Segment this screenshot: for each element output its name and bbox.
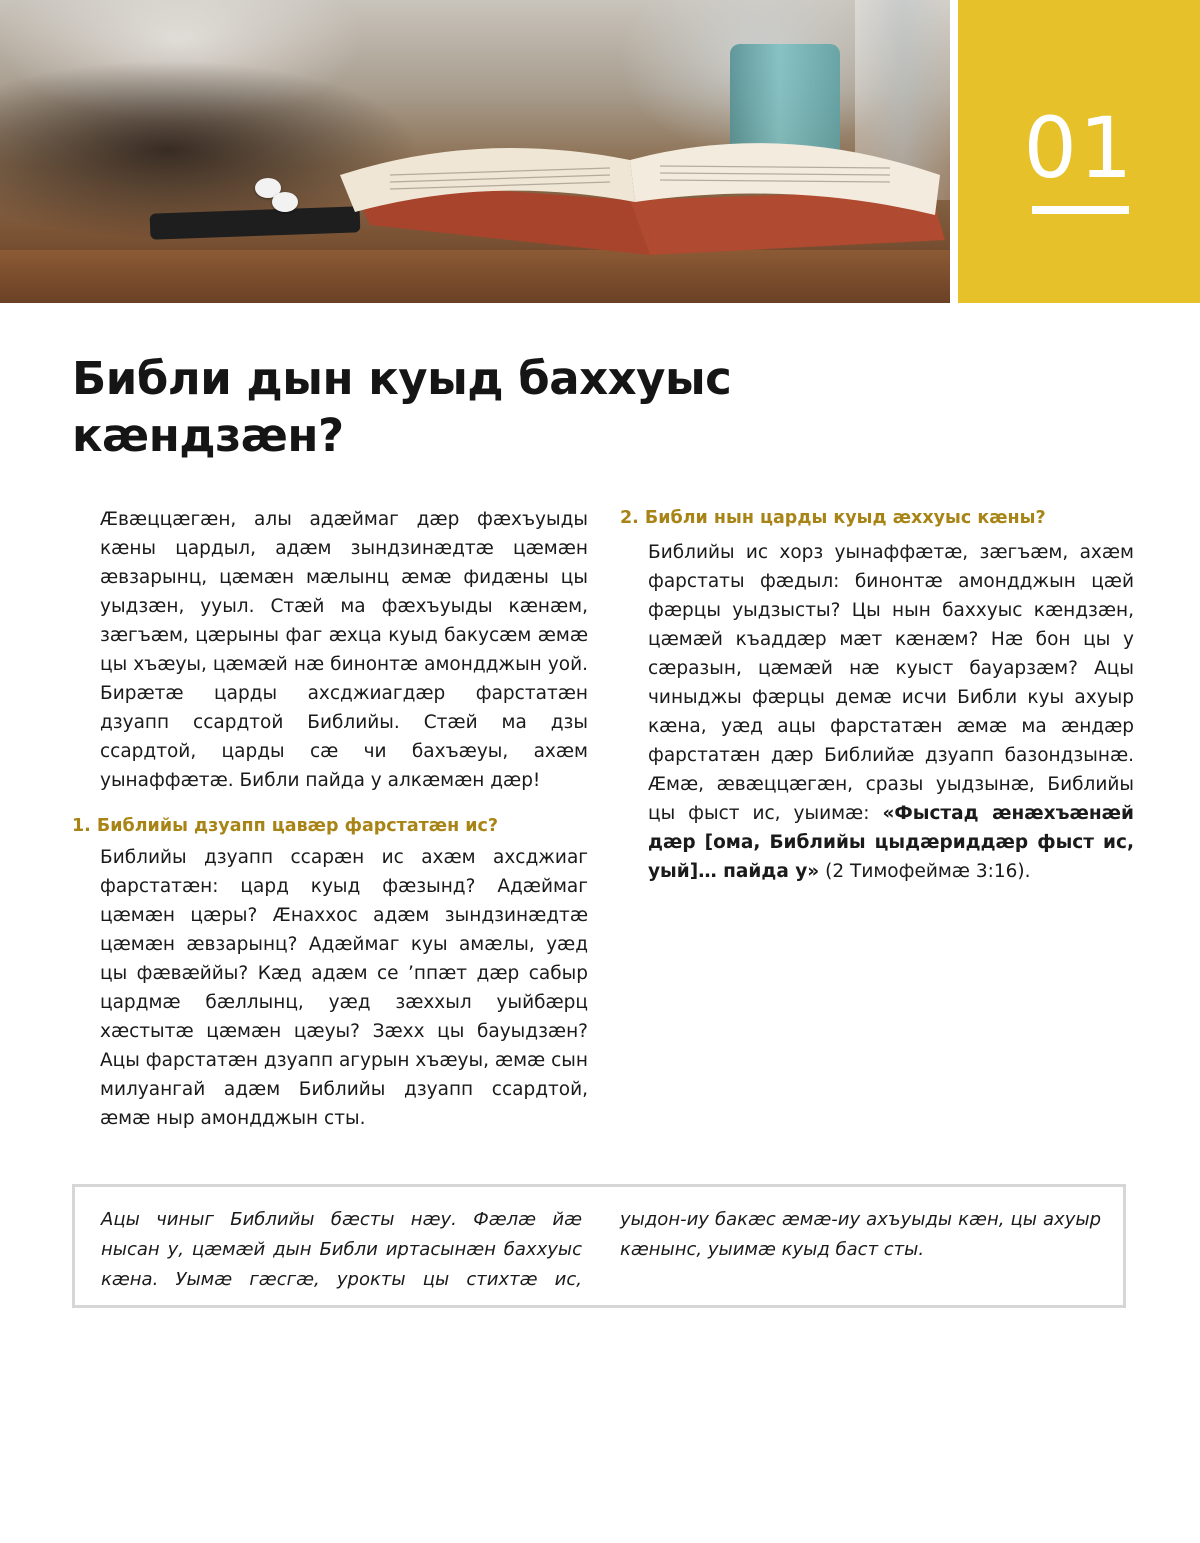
scripture-citation: (2 Тимофеймæ 3:16).	[825, 861, 1031, 882]
section-2-body: Библийы ис хорз уынаффæтæ, зæгъæм, ахæм фарстаты фæдыл: бинонтæ амондджын цæй фæрцы уыдзысты? Цы нын баххуыс кæндзæн, цæмæй къаддæр мæт кæнæм? Нæ бон цы у сæразын, цæмæй нæ куыст бауарзæм? Ацы чиныджы фæрцы демæ исчи Библи куы ахуыр кæна, уæд ацы фарстатæн æмæ ма æндæр фарстатæн дæр Библийæ дзуапп базондзынæ. Æмæ, æвæццæгæн, сразы уыдзынæ, Библийы цы фыст ис, уыимæ:	[648, 542, 1134, 824]
section-2-heading: 2. Библи нын царды куыд æххуыс кæны?	[620, 508, 1046, 528]
section-1-text: Библийы дзуапп ссарæн ис ахæм ахсджиаг фарстатæн: цард куыд фæзынд? Адæймаг цæмæн цæры? Æнаххос адæм зындзинæдтæ цæмæн æвзарынц? Адæймаг куы амæлы, уæд цы фæвæййы? Кæд адæм се ’ппæт дæр сабыр цардмæ бæллынц, уæд зæххыл уыйбæрц хæстытæ цæмæн цæуы? Зæхх цы бауыдзæн? Ацы фарстатæн дзуапп агурын хъæуы, æмæ сын милуангай адæм Библийы дзуапп ссардтой, æмæ ныр амондджын сты.	[100, 847, 588, 1129]
scripture-quote: «Фыстад æнæхъæнæй дæр [ома, Библийы цыдæриддæр фыст ис, уый]… пайда у»	[648, 803, 1134, 882]
section-2-text	[620, 538, 1134, 886]
intro-paragraph: Æвæццæгæн, алы адæймаг дæр фæхъуыды кæны цардыл, адæм зындзинæдтæ цæмæн æвзарынц, цæмæн мæлынц æмæ фидæны цы уыдзæн, ууыл. Стæй ма фæхъуыды кæнæм, зæгъæм, цæрыны фаг æхца куыд бакусæм æмæ цы хъæуы, цæмæй нæ бинонтæ амондджын уой. Бирæтæ царды ахсджиагдæр фарстатæн дзуапп ссардтой Библийы. Стæй ма дзы ссардтой, царды сæ чи бахъæуы, ахæм уынаффæтæ. Библи пайда у алкæмæн дæр!	[100, 509, 588, 791]
page-title: Библи дын куыд баххуыс кæндзæн?	[72, 352, 732, 462]
note-box	[72, 1184, 1126, 1308]
note-text: Ацы чиныг Библийы бæсты нæу. Фæлæ йæ нысан у, цæмæй дын Библи иртасынæн баххуыс кæна. Уымæ гæсгæ, урокты цы стихтæ ис, уыдон-иу бакæс æмæ-иу ахъуыды кæн, цы ахуыр кæнынс, уыимæ куыд баст сты.	[101, 1209, 1101, 1290]
open-bible-illustration	[330, 120, 950, 260]
section-1-heading: 1. Библийы дзуапп цавæр фарстатæн ис?	[72, 816, 499, 836]
right-column	[620, 505, 1134, 886]
chapter-number: 01	[1023, 99, 1135, 197]
chapter-badge	[958, 0, 1200, 303]
left-column	[72, 505, 588, 1133]
chapter-underline	[1032, 206, 1129, 214]
photo-earbud	[272, 192, 298, 212]
header-photo	[0, 0, 950, 303]
